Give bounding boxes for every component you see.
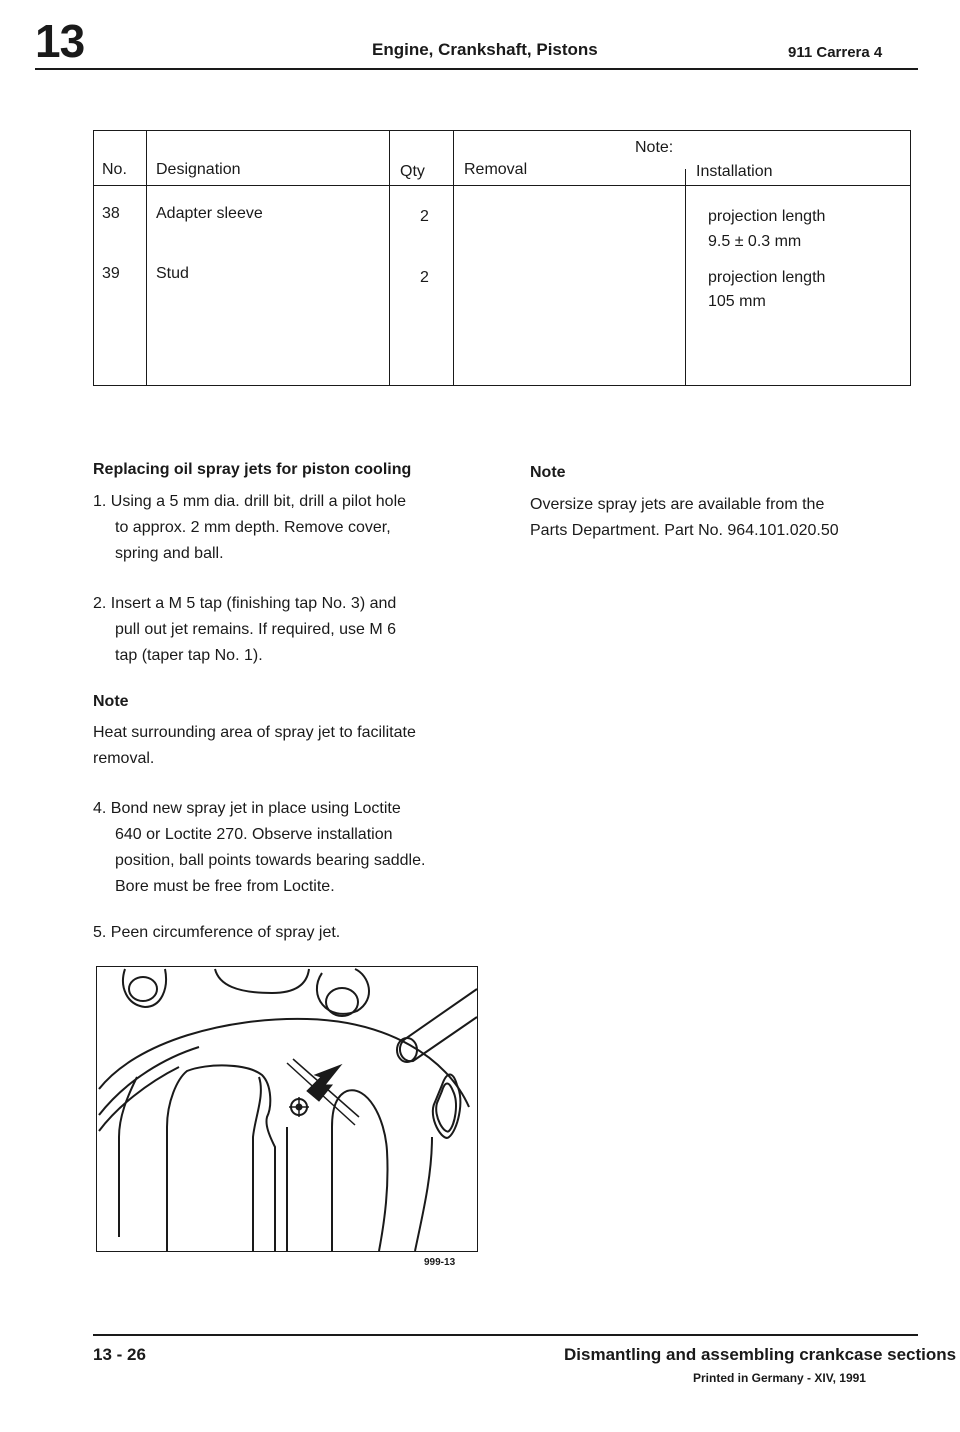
side-note-text: Parts Department. Part No. 964.101.020.50: [530, 522, 839, 539]
header-divider: [94, 185, 910, 186]
step-number: 5.: [93, 924, 107, 941]
step-text: pull out jet remains. If required, use M 6: [115, 621, 397, 638]
spray-jet-figure: [96, 966, 478, 1252]
col-divider: [146, 131, 147, 385]
row-qty: 2: [420, 208, 429, 225]
header-rule: [35, 68, 918, 70]
section-number: 13: [35, 15, 85, 67]
model-name: 911 Carrera 4: [788, 44, 883, 61]
step-text: position, ball points towards bearing saddle.: [115, 852, 426, 869]
row-no: 39: [102, 265, 120, 282]
row-designation: Stud: [156, 265, 189, 282]
col-header-removal: Removal: [464, 161, 528, 178]
col-divider: [389, 131, 390, 385]
row-installation: 105 mm: [708, 293, 766, 310]
step-text: Bond new spray jet in place using Loctite: [110, 800, 401, 817]
step-4: [93, 796, 401, 822]
note-text: removal.: [93, 750, 155, 767]
step-text: 640 or Loctite 270. Observe installation: [115, 826, 393, 843]
side-note-text: Oversize spray jets are available from the: [530, 496, 825, 513]
procedure-heading: Replacing oil spray jets for piston cooling: [93, 461, 412, 478]
step-2: [93, 591, 396, 617]
section-title: Dismantling and assembling crankcase sections: [564, 1345, 957, 1364]
note-label: Note: [93, 693, 129, 710]
figure-label: 999-13: [424, 1257, 456, 1268]
page-title: Engine, Crankshaft, Pistons: [372, 40, 598, 59]
col-divider: [685, 169, 686, 385]
col-header-no: No.: [102, 161, 127, 178]
row-qty: 2: [420, 269, 429, 286]
step-text: Insert a M 5 tap (finishing tap No. 3) and: [110, 595, 397, 612]
note-header: Note:: [635, 139, 674, 156]
step-text: Peen circumference of spray jet.: [110, 924, 341, 941]
row-installation: 9.5 ± 0.3 mm: [708, 233, 802, 250]
step-number: 2.: [93, 595, 107, 612]
row-installation: projection length: [708, 208, 826, 225]
row-installation: projection length: [708, 269, 826, 286]
printed-note: Printed in Germany - XIV, 1991: [693, 1371, 866, 1385]
step-text: spring and ball.: [115, 545, 224, 562]
step-text: Using a 5 mm dia. drill bit, drill a pilot hole: [110, 493, 407, 510]
col-divider: [453, 131, 454, 385]
step-text: to approx. 2 mm depth. Remove cover,: [115, 519, 391, 536]
col-header-designation: Designation: [156, 161, 241, 178]
step-text: tap (taper tap No. 1).: [115, 647, 263, 664]
note-text: Heat surrounding area of spray jet to facilitate: [93, 724, 416, 741]
step-5: [93, 920, 340, 946]
side-note-label: Note: [530, 464, 566, 481]
col-header-qty: Qty: [400, 163, 425, 180]
step-text: Bore must be free from Loctite.: [115, 878, 335, 895]
crankcase-drawing: [97, 967, 477, 1251]
page-number: 13 - 26: [93, 1345, 146, 1364]
row-no: 38: [102, 205, 120, 222]
row-designation: Adapter sleeve: [156, 205, 263, 222]
step-number: 1.: [93, 493, 107, 510]
col-header-installation: Installation: [696, 163, 773, 180]
parts-table: [93, 130, 911, 386]
step-1: [93, 489, 406, 515]
step-number: 4.: [93, 800, 107, 817]
footer-rule: [93, 1334, 918, 1336]
